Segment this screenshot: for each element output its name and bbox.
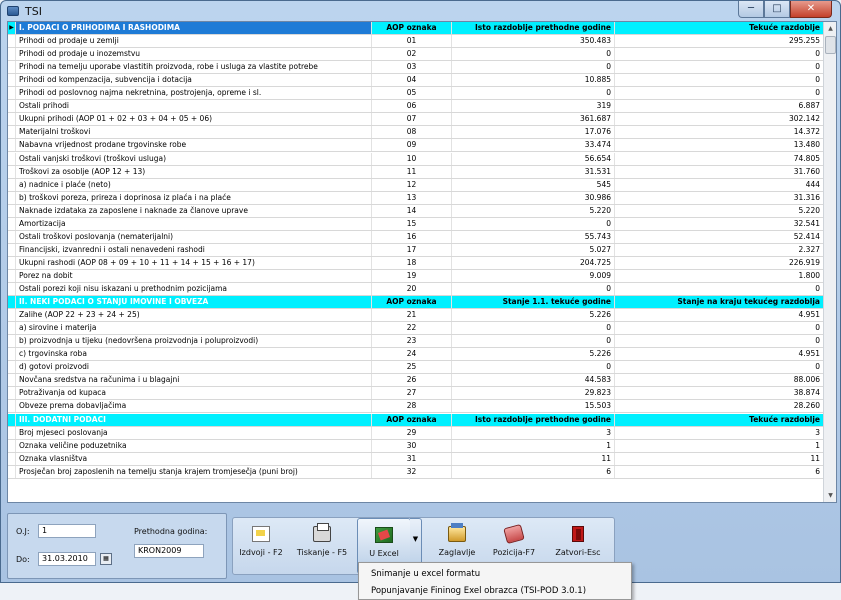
cell-curr: 295.255 xyxy=(788,36,820,46)
cell-aop: 26 xyxy=(372,374,452,386)
table-row[interactable] xyxy=(8,139,823,152)
row-indicator xyxy=(8,427,16,439)
cell-aop: 32 xyxy=(372,466,452,478)
cell-prev: 10.885 xyxy=(452,74,615,86)
cell-prev: 0 xyxy=(452,361,615,373)
table-row[interactable] xyxy=(8,270,823,283)
row-indicator xyxy=(8,153,16,165)
table-row[interactable] xyxy=(8,361,823,374)
section-header-row[interactable] xyxy=(8,296,823,309)
cell-prev: 55.743 xyxy=(452,231,615,243)
window-title: TSI xyxy=(25,4,42,18)
cell-aop: 12 xyxy=(372,179,452,191)
cell-prev: 33.474 xyxy=(452,139,615,151)
cell-prev: 5.226 xyxy=(452,309,615,321)
date-field[interactable]: 31.03.2010 xyxy=(38,552,96,566)
cell-curr: 32.541 xyxy=(793,218,820,228)
table-row[interactable] xyxy=(8,87,823,100)
cell-desc: Zalihe (AOP 22 + 23 + 24 + 25) xyxy=(16,309,372,321)
cell-aop: 04 xyxy=(372,74,452,86)
cell-desc: c) trgovinska roba xyxy=(16,348,372,360)
cell-aop: 15 xyxy=(372,218,452,230)
cell-curr: 0 xyxy=(815,88,820,98)
cell-curr: Tekuće razdoblje xyxy=(749,23,820,32)
cell-curr: 1 xyxy=(815,440,820,450)
cell-aop: 16 xyxy=(372,231,452,243)
cell-desc: Ukupni rashodi (AOP 08 + 09 + 10 + 11 + 14 + 15 + 16 + 17) xyxy=(16,257,372,269)
row-indicator xyxy=(8,309,16,321)
prev-year-field[interactable]: KRON2009 xyxy=(134,544,204,558)
cell-desc: Amortizacija xyxy=(16,218,372,230)
table-row[interactable] xyxy=(8,374,823,387)
row-indicator xyxy=(8,387,16,399)
cell-prev: 1 xyxy=(452,440,615,452)
data-grid[interactable] xyxy=(7,21,837,503)
table-row[interactable] xyxy=(8,192,823,205)
cell-prev: 0 xyxy=(452,87,615,99)
row-indicator xyxy=(8,192,16,204)
row-indicator xyxy=(8,270,16,282)
window-controls xyxy=(738,1,832,18)
table-row[interactable] xyxy=(8,61,823,74)
cell-desc: Prihodi od kompenzacija, subvencija i dotacija xyxy=(16,74,372,86)
cell-curr: 6 xyxy=(815,466,820,476)
row-indicator xyxy=(8,205,16,217)
table-row[interactable] xyxy=(8,205,823,218)
cell-aop: 19 xyxy=(372,270,452,282)
prev-year-label: Prethodna godina: xyxy=(134,527,208,536)
cell-aop: 28 xyxy=(372,400,452,412)
cell-aop: 11 xyxy=(372,166,452,178)
close-button[interactable]: ✕ xyxy=(790,1,832,18)
eraser-icon xyxy=(503,524,525,544)
cell-aop: 23 xyxy=(372,335,452,347)
cell-prev: 15.503 xyxy=(452,400,615,412)
excel-dropdown-arrow-icon[interactable]: ▼ xyxy=(410,518,422,574)
table-row[interactable] xyxy=(8,126,823,139)
cell-desc: a) nadnice i plaće (neto) xyxy=(16,179,372,191)
cell-aop: 20 xyxy=(372,283,452,295)
cell-curr: 38.874 xyxy=(793,388,820,398)
table-row[interactable] xyxy=(8,440,823,453)
cell-prev: 361.687 xyxy=(452,113,615,125)
table-row[interactable] xyxy=(8,244,823,257)
row-indicator xyxy=(8,335,16,347)
cell-curr: 88.006 xyxy=(793,375,820,385)
cell-desc: Ostali troškovi poslovanja (nematerijalni) xyxy=(16,231,372,243)
excel-dropdown-menu xyxy=(358,562,632,600)
cell-prev: 350.483 xyxy=(452,35,615,47)
table-row[interactable] xyxy=(8,322,823,335)
table-row[interactable] xyxy=(8,48,823,61)
row-indicator xyxy=(8,100,16,112)
table-row[interactable] xyxy=(8,400,823,413)
table-row[interactable] xyxy=(8,466,823,479)
cell-desc: Obveze prema dobavljačima xyxy=(16,400,372,412)
cell-prev: 319 xyxy=(452,100,615,112)
cell-desc: Naknade izdataka za zaposlene i naknade za članove uprave xyxy=(16,205,372,217)
header-icon xyxy=(448,526,466,542)
table-row[interactable] xyxy=(8,35,823,48)
cell-aop: AOP oznaka xyxy=(372,414,452,426)
cell-curr: 11 xyxy=(810,453,820,463)
cell-aop: 03 xyxy=(372,61,452,73)
oj-field[interactable]: 1 xyxy=(38,524,96,538)
row-indicator-icon: ▶ xyxy=(8,22,16,34)
table-row[interactable] xyxy=(8,257,823,270)
cell-prev: 0 xyxy=(452,48,615,60)
row-indicator xyxy=(8,218,16,230)
cell-curr: 28.260 xyxy=(793,401,820,411)
maximize-button[interactable]: □ xyxy=(764,1,790,18)
do-label: Do: xyxy=(16,555,30,564)
cell-aop: 02 xyxy=(372,48,452,60)
cell-curr: 4.951 xyxy=(798,349,820,359)
cell-curr: Tekuće razdoblje xyxy=(749,414,820,424)
row-indicator xyxy=(8,296,16,308)
cell-desc: Prihodi na temelju uporabe vlastitih proizvoda, robe i usluga za vlastite potrebe xyxy=(16,61,372,73)
row-indicator xyxy=(8,244,16,256)
cell-desc: III. DODATNI PODACI xyxy=(16,414,372,426)
cell-prev: 31.531 xyxy=(452,166,615,178)
table-row[interactable] xyxy=(8,153,823,166)
cell-aop: 05 xyxy=(372,87,452,99)
cell-prev: 29.823 xyxy=(452,387,615,399)
cell-prev: 30.986 xyxy=(452,192,615,204)
cell-aop: 30 xyxy=(372,440,452,452)
cell-curr: 5.220 xyxy=(798,205,820,215)
pozicija-label: Pozicija-F7 xyxy=(492,548,536,557)
document-icon xyxy=(252,526,270,542)
table-row[interactable] xyxy=(8,427,823,440)
cell-aop: 31 xyxy=(372,453,452,465)
izdvoji-label: Izdvoji - F2 xyxy=(239,548,283,557)
row-indicator xyxy=(8,61,16,73)
cell-prev: 0 xyxy=(452,61,615,73)
cell-aop: 29 xyxy=(372,427,452,439)
zaglavlje-label: Zaglavlje xyxy=(438,548,476,557)
cell-curr: 226.919 xyxy=(788,257,820,267)
cell-aop: 27 xyxy=(372,387,452,399)
cell-aop: 14 xyxy=(372,205,452,217)
row-indicator xyxy=(8,74,16,86)
excel-icon xyxy=(375,527,393,543)
cell-desc: Ostali prihodi xyxy=(16,100,372,112)
row-indicator xyxy=(8,283,16,295)
table-row[interactable] xyxy=(8,218,823,231)
cell-aop: 17 xyxy=(372,244,452,256)
cell-desc: Oznaka vlasništva xyxy=(16,453,372,465)
cell-desc: Ostali porezi koji nisu iskazani u prethodnim pozicijama xyxy=(16,283,372,295)
cell-aop: 10 xyxy=(372,153,452,165)
table-row[interactable] xyxy=(8,309,823,322)
table-row[interactable] xyxy=(8,231,823,244)
cell-curr: 302.142 xyxy=(788,114,820,124)
cell-desc: Materijalni troškovi xyxy=(16,126,372,138)
izdvoji-button[interactable] xyxy=(235,518,287,574)
cell-curr: 3 xyxy=(815,427,820,437)
cell-desc: Prihodi od prodaje u zemlji xyxy=(16,35,372,47)
row-indicator xyxy=(8,453,16,465)
row-indicator xyxy=(8,440,16,452)
menu-item-fill-fina-form[interactable]: Popunjavanje Fininog Exel obrazca (TSI-POD 3.0.1) xyxy=(371,586,587,596)
cell-desc: Broj mjeseci poslovanja xyxy=(16,427,372,439)
cell-curr: 1.800 xyxy=(798,270,820,280)
cell-prev: 5.027 xyxy=(452,244,615,256)
table-row[interactable] xyxy=(8,100,823,113)
cell-curr: 444 xyxy=(805,179,820,189)
cell-curr: 74.805 xyxy=(793,153,820,163)
zatvori-label: Zatvori-Esc xyxy=(555,548,601,557)
row-indicator xyxy=(8,231,16,243)
cell-aop: 09 xyxy=(372,139,452,151)
tiskanje-button[interactable] xyxy=(291,518,353,574)
cell-prev: 0 xyxy=(452,322,615,334)
cell-desc: Troškovi za osoblje (AOP 12 + 13) xyxy=(16,166,372,178)
cell-curr: 2.327 xyxy=(798,244,820,254)
cell-curr: 0 xyxy=(815,323,820,333)
cell-desc: Prihodi od prodaje u inozemstvu xyxy=(16,48,372,60)
row-indicator xyxy=(8,35,16,47)
row-indicator xyxy=(8,139,16,151)
cell-aop: 25 xyxy=(372,361,452,373)
cell-prev: 11 xyxy=(452,453,615,465)
cell-desc: II. NEKI PODACI O STANJU IMOVINE I OBVEZA xyxy=(16,296,372,308)
scroll-up-icon[interactable]: ▲ xyxy=(828,25,833,32)
tiskanje-label: Tiskanje - F5 xyxy=(296,548,348,557)
row-indicator xyxy=(8,166,16,178)
cell-desc: Nabavna vrijednost prodane trgovinske robe xyxy=(16,139,372,151)
scroll-down-icon[interactable]: ▼ xyxy=(828,492,833,499)
row-indicator xyxy=(8,322,16,334)
cell-prev: 3 xyxy=(452,427,615,439)
cell-desc: I. PODACI O PRIHODIMA I RASHODIMA xyxy=(16,22,372,34)
cell-aop: 18 xyxy=(372,257,452,269)
scroll-thumb[interactable] xyxy=(825,36,836,54)
cell-aop: 22 xyxy=(372,322,452,334)
cell-prev: 5.226 xyxy=(452,348,615,360)
table-row[interactable] xyxy=(8,74,823,87)
section-header-row[interactable] xyxy=(8,414,823,427)
row-indicator xyxy=(8,348,16,360)
cell-desc: Prihodi od poslovnog najma nekretnina, postrojenja, opreme i sl. xyxy=(16,87,372,99)
cell-desc: Novčana sredstva na računima i u blagajni xyxy=(16,374,372,386)
cell-desc: Prosječan broj zaposlenih na temelju stanja krajem tromjesečja (puni broj) xyxy=(16,466,372,478)
table-row[interactable] xyxy=(8,335,823,348)
vertical-scrollbar[interactable] xyxy=(823,22,836,502)
cell-desc: Oznaka veličine poduzetnika xyxy=(16,440,372,452)
cell-aop: 24 xyxy=(372,348,452,360)
cell-prev: Stanje 1.1. tekuće godine xyxy=(452,296,615,308)
cell-prev: 204.725 xyxy=(452,257,615,269)
cell-aop: 13 xyxy=(372,192,452,204)
cell-prev: 17.076 xyxy=(452,126,615,138)
cell-desc: d) gotovi proizvodi xyxy=(16,361,372,373)
cell-desc: Porez na dobit xyxy=(16,270,372,282)
cell-desc: b) proizvodnja u tijeku (nedovršena proizvodnja i poluproizvodi) xyxy=(16,335,372,347)
table-row[interactable] xyxy=(8,179,823,192)
section-header-row[interactable] xyxy=(8,22,823,35)
cell-curr: Stanje na kraju tekućeg razdoblja xyxy=(677,297,820,307)
cell-aop: 01 xyxy=(372,35,452,47)
cell-prev: Isto razdoblje prethodne godine xyxy=(452,414,615,426)
cell-curr: 0 xyxy=(815,336,820,346)
cell-aop: 08 xyxy=(372,126,452,138)
cell-aop: 21 xyxy=(372,309,452,321)
cell-curr: 31.760 xyxy=(793,166,820,176)
table-row[interactable] xyxy=(8,387,823,400)
cell-prev: 56.654 xyxy=(452,153,615,165)
minimize-button[interactable]: ─ xyxy=(738,1,764,18)
cell-prev: 0 xyxy=(452,283,615,295)
cell-curr: 0 xyxy=(815,362,820,372)
cell-desc: Ostali vanjski troškovi (troškovi usluga) xyxy=(16,153,372,165)
cell-prev: 0 xyxy=(452,335,615,347)
cell-curr: 0 xyxy=(815,284,820,293)
cell-prev: 6 xyxy=(452,466,615,478)
app-icon xyxy=(7,6,19,16)
cell-curr: 4.951 xyxy=(798,310,820,320)
row-indicator xyxy=(8,113,16,125)
cell-desc: Financijski, izvanredni i ostali nenavedeni rashodi xyxy=(16,244,372,256)
cell-curr: 52.414 xyxy=(793,231,820,241)
cell-aop: AOP oznaka xyxy=(372,296,452,308)
excel-label: U Excel xyxy=(369,549,399,558)
cell-prev: 545 xyxy=(452,179,615,191)
cell-desc: Ukupni prihodi (AOP 01 + 02 + 03 + 04 + 05 + 06) xyxy=(16,113,372,125)
row-indicator xyxy=(8,257,16,269)
row-indicator xyxy=(8,466,16,478)
cell-aop: 07 xyxy=(372,113,452,125)
row-indicator xyxy=(8,374,16,386)
filter-panel xyxy=(7,513,227,579)
row-indicator xyxy=(8,87,16,99)
table-row[interactable] xyxy=(8,348,823,361)
cell-curr: 13.480 xyxy=(793,140,820,150)
cell-prev: 9.009 xyxy=(452,270,615,282)
cell-curr: 6.887 xyxy=(798,101,820,111)
row-indicator xyxy=(8,361,16,373)
oj-label: O.J: xyxy=(16,527,30,536)
row-indicator xyxy=(8,126,16,138)
cell-aop: 06 xyxy=(372,100,452,112)
cell-prev: 0 xyxy=(452,218,615,230)
row-indicator xyxy=(8,48,16,60)
calendar-icon[interactable]: ▦ xyxy=(100,553,112,565)
row-indicator xyxy=(8,179,16,191)
table-row[interactable] xyxy=(8,283,823,296)
title-bar xyxy=(1,1,840,21)
table-row[interactable] xyxy=(8,113,823,126)
row-indicator xyxy=(8,414,16,426)
cell-desc: a) sirovine i materija xyxy=(16,322,372,334)
cell-desc: Potraživanja od kupaca xyxy=(16,387,372,399)
menu-item-save-excel[interactable]: Snimanje u excel formatu xyxy=(371,569,481,579)
cell-curr: 0 xyxy=(815,75,820,85)
cell-prev: Isto razdoblje prethodne godine xyxy=(452,22,615,34)
cell-prev: 44.583 xyxy=(452,374,615,386)
exit-door-icon xyxy=(572,526,584,542)
cell-desc: b) troškovi poreza, prireza i doprinosa iz plaća i na plaće xyxy=(16,192,372,204)
cell-aop: AOP oznaka xyxy=(372,22,452,34)
cell-curr: 0 xyxy=(815,62,820,72)
table-row[interactable] xyxy=(8,166,823,179)
table-row[interactable] xyxy=(8,453,823,466)
cell-curr: 0 xyxy=(815,49,820,59)
printer-icon xyxy=(313,526,331,542)
cell-curr: 14.372 xyxy=(793,127,820,137)
row-indicator xyxy=(8,400,16,412)
cell-curr: 31.316 xyxy=(793,192,820,202)
cell-prev: 5.220 xyxy=(452,205,615,217)
